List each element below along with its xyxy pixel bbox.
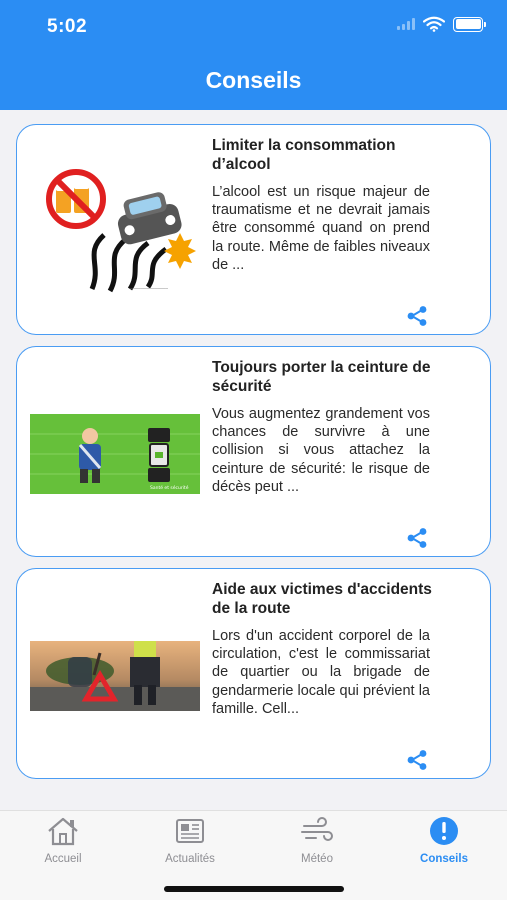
card-image-alcohol (30, 169, 200, 294)
battery-icon (453, 17, 483, 32)
tab-actualites[interactable] (135, 815, 245, 865)
seatbelt-image-caption: Santé et sécurité (150, 485, 189, 491)
wind-icon (299, 815, 335, 847)
card-description: L’alcool est un risque majeur de traumatisme et ne devrait jamais être consommé quand on prend la route. Même de faibles niveaux de ... (212, 184, 430, 273)
share-icon[interactable] (406, 527, 428, 549)
card-image-victims (30, 613, 200, 738)
home-indicator (164, 886, 344, 892)
app-header (0, 0, 507, 110)
tab-meteo[interactable] (262, 815, 372, 865)
advice-card[interactable] (16, 346, 491, 557)
tab-label: Météo (301, 853, 333, 865)
share-icon[interactable] (406, 749, 428, 771)
tab-label: Accueil (44, 853, 82, 865)
wifi-icon (423, 16, 445, 32)
tab-accueil[interactable] (8, 815, 118, 865)
news-icon (172, 815, 208, 847)
share-icon[interactable] (406, 305, 428, 327)
home-icon (45, 815, 81, 847)
card-title: Limiter la consommation d’alcool (212, 137, 396, 173)
advice-card[interactable] (16, 124, 491, 335)
status-icons (397, 16, 483, 32)
tab-label: Actualités (165, 853, 215, 865)
drunk-driving-illustration (30, 169, 200, 294)
svg-text:──────────────: ────────────── (130, 287, 168, 292)
seatbelt-illustration (30, 414, 200, 494)
status-time: 5:02 (47, 16, 88, 37)
card-title: Toujours porter la ceinture de sécurité (212, 359, 431, 395)
advice-list (16, 124, 491, 790)
card-title: Aide aux victimes d'accidents de la route (212, 581, 432, 617)
card-description: Lors d'un accident corporel de la circulation, c'est le commissariat de quartier ou la brigade de gendarmerie locale qui prévient la famille. Cell... (212, 628, 430, 717)
card-image-seatbelt (30, 391, 200, 516)
page-title: Conseils (205, 67, 302, 93)
tab-label: Conseils (420, 853, 468, 865)
card-description: Vous augmentez grandement vos chances de survivre à une collision si vous attachez la ceinture de sécurité: le risque de décès peut ... (212, 406, 430, 495)
tab-conseils[interactable] (389, 815, 499, 865)
warning-triangle-photo (30, 641, 200, 711)
alert-circle-icon (426, 815, 462, 847)
advice-card[interactable] (16, 568, 491, 779)
signal-icon (397, 18, 415, 30)
